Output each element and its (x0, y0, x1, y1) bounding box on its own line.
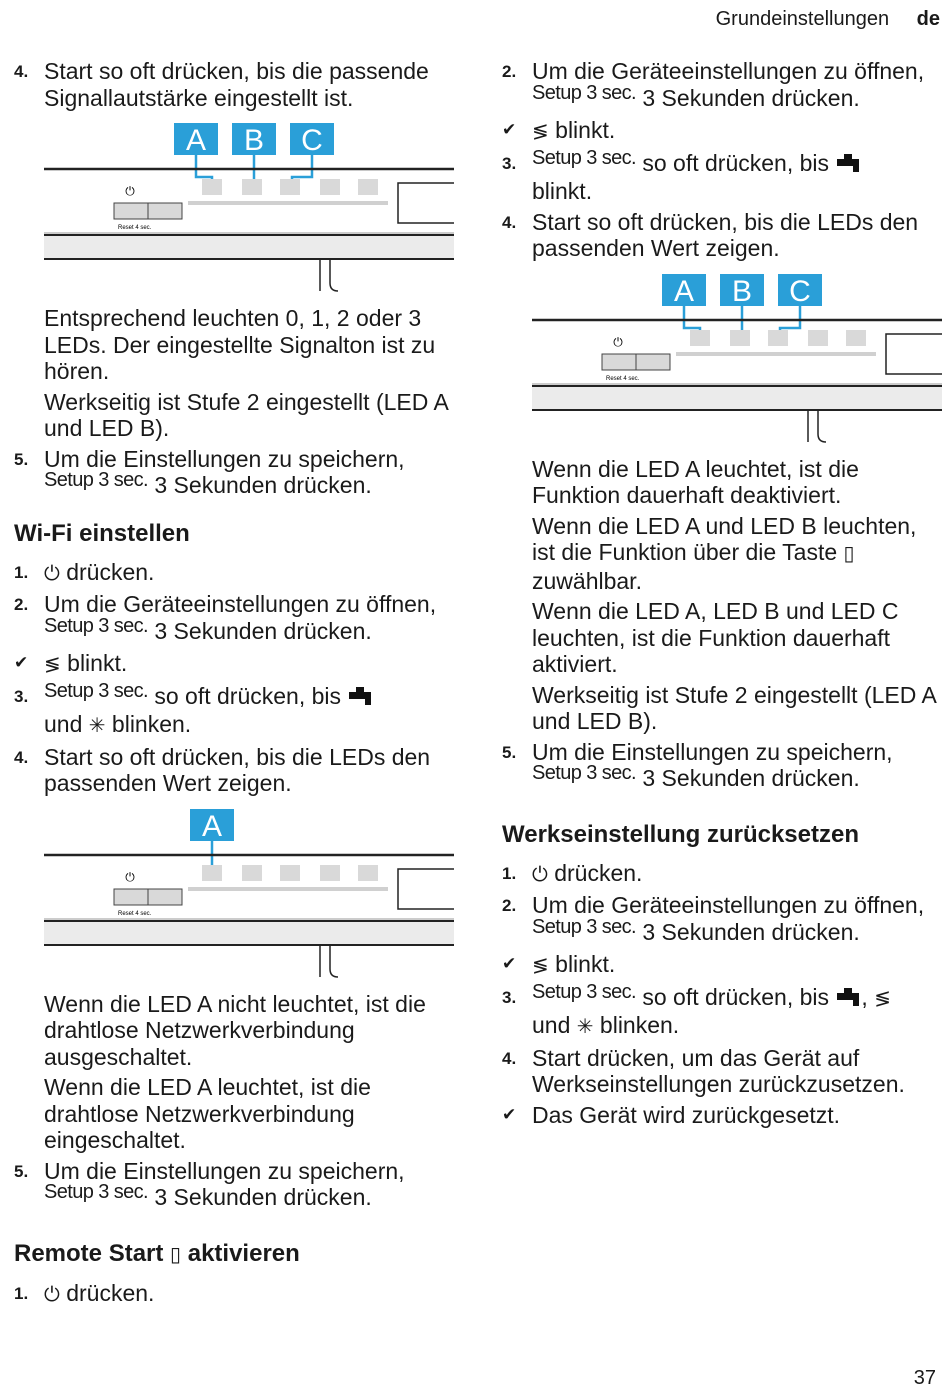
reset-step-2 (502, 892, 942, 947)
wifi-icon: ≶ (532, 955, 549, 977)
check-icon: ✔ (502, 1104, 517, 1124)
tap-icon (347, 686, 373, 706)
wifi-step-2 (14, 591, 459, 646)
setup-key: Setup 3 sec. (532, 762, 636, 784)
step-text: Das Gerät wird zurückgesetzt. (532, 1101, 841, 1128)
control-panel-diagram-a (42, 805, 454, 985)
step-text: so oft drücken, bis die passende Signallautstärke eingestellt ist. (44, 58, 429, 111)
step-number: 5. (14, 449, 29, 469)
remote-step-4 (502, 209, 942, 262)
label-a (190, 809, 234, 843)
step-number: 5. (502, 742, 517, 762)
remote-step-5 (502, 739, 942, 794)
remote-result (502, 117, 942, 146)
label-c (778, 274, 822, 308)
step-number: 3. (502, 987, 517, 1007)
step-text: Um die Geräteeinstellungen zu öffnen, (44, 591, 437, 617)
label-a (174, 123, 218, 157)
step-text: so oft drücken, bis die LEDs den passenden Wert zeigen. (532, 208, 919, 261)
wifi-step-3 (14, 679, 459, 740)
step-number: 4. (14, 62, 29, 81)
setup-key: Setup 3 sec. (532, 980, 636, 1003)
page-header (716, 8, 940, 31)
step-number: 3. (502, 153, 517, 173)
light-icon: ✳ (576, 1016, 594, 1038)
power-icon: ⏻ (125, 184, 135, 198)
step-text: Um die Einstellungen zu speichern, (44, 1157, 405, 1184)
led-abc-paragraph: Wenn die LED A, LED B und LED C leuchten, ist die Funktion dauerhaft aktiviert. (532, 598, 899, 677)
svg-text:A: A (185, 124, 207, 157)
step-number: 4. (502, 212, 517, 232)
label-a (662, 274, 706, 308)
wifi-step-5 (14, 1158, 459, 1213)
right-column (502, 58, 942, 1132)
step-4-volume (14, 58, 459, 111)
step-text: Um die Einstellungen zu speichern, (532, 738, 893, 765)
wifi-step-4 (14, 744, 459, 797)
heading-text: Remote Start (14, 1239, 171, 1267)
factory-reset-heading: Werkseinstellung zurücksetzen (502, 820, 859, 848)
tap-icon (835, 153, 861, 173)
reset-step-1 (502, 860, 942, 889)
label-b (720, 274, 764, 308)
leds-paragraph: Entsprechend leuchten 0, 1, 2 oder 3 LEDs. Der eingestellte Signalton ist zu hören. (44, 305, 436, 384)
step-text: 3 Sekunden drücken. (635, 765, 860, 791)
step-text: , (861, 983, 875, 1010)
step-text: drücken. (59, 1279, 155, 1306)
svg-text:C: C (789, 274, 811, 308)
svg-text:Reset 4 sec.: Reset 4 sec. (606, 375, 640, 382)
start-key: Start (44, 743, 93, 770)
step-text: so oft drücken, bis die LEDs den passenden Wert zeigen. (44, 743, 431, 796)
step-text: drücken. (547, 859, 643, 886)
tap-icon (835, 987, 861, 1007)
led-a-paragraph: Wenn die LED A leuchtet, ist die Funktion dauerhaft deaktiviert. (532, 455, 859, 508)
step-text: blinken. (593, 1012, 680, 1038)
wifi-icon: ≶ (532, 121, 549, 143)
step-text: 3 Sekunden drücken. (147, 617, 372, 644)
step-text: 3 Sekunden drücken. (147, 472, 372, 498)
check-icon: ✔ (14, 653, 29, 672)
svg-text:A: A (201, 809, 223, 843)
remote-step-1 (14, 1280, 459, 1309)
step-5-save (14, 446, 459, 501)
step-number: 1. (14, 562, 29, 582)
setup-key: Setup 3 sec. (532, 915, 636, 938)
check-icon: ✔ (502, 120, 517, 139)
factory-default-paragraph: Werkseitig ist Stufe 2 eingestellt (LED A und LED B). (44, 388, 448, 441)
setup-key: Setup 3 sec. (532, 146, 636, 169)
heading-text: aktivieren (181, 1239, 300, 1267)
step-text: so oft drücken, bis (635, 149, 836, 176)
step-number: 3. (14, 686, 29, 706)
remote-step-3 (502, 146, 942, 205)
step-text: Um die Geräteeinstellungen zu öffnen, (532, 892, 925, 918)
control-panel-diagram-abc (530, 270, 942, 450)
wifi-result (14, 650, 459, 679)
para-text: Wenn die LED A und LED B leuchten, ist die Funktion über die Taste (532, 512, 917, 565)
wifi-icon: ≶ (44, 654, 61, 676)
start-key: Start (532, 1044, 581, 1071)
step-number: 2. (14, 595, 29, 614)
step-text: 3 Sekunden drücken. (635, 918, 860, 945)
section-title: Grundeinstellungen (715, 8, 890, 30)
step-number: 4. (502, 1048, 517, 1068)
setup-key: Setup 3 sec. (44, 679, 148, 702)
svg-text:B: B (243, 124, 265, 157)
setup-key: Setup 3 sec. (44, 469, 148, 491)
start-key: Start (532, 208, 581, 235)
wifi-off-paragraph: Wenn die LED A nicht leuchtet, ist die drahtlose Netzwerkverbindung ausgeschaltet. (44, 990, 426, 1070)
label-b (232, 123, 276, 157)
left-column (14, 58, 459, 1312)
setup-key: Setup 3 sec. (44, 614, 148, 637)
setup-key: Setup 3 sec. (532, 81, 636, 104)
step-text: so oft drücken, bis (147, 682, 348, 709)
power-icon: ⏻ (125, 869, 135, 884)
para-text: zuwählbar. (532, 567, 642, 594)
remote-step-2 (502, 58, 942, 113)
step-text: 3 Sekunden drücken. (635, 84, 860, 111)
step-text: und (532, 1012, 577, 1038)
reset-step-3 (502, 980, 942, 1041)
step-text: blinken. (105, 711, 192, 737)
step-text: blinkt. (60, 650, 128, 676)
step-number: 4. (14, 747, 29, 767)
wifi-icon: ≶ (874, 987, 891, 1010)
start-key: Start (44, 58, 93, 84)
wifi-step-1 (14, 559, 459, 588)
control-panel-diagram-abc (42, 119, 454, 299)
setup-key: Setup 3 sec. (44, 1181, 148, 1203)
svg-text:C: C (301, 124, 323, 157)
reset-step-4 (502, 1045, 942, 1098)
language-code: de (916, 8, 940, 30)
step-text: blinkt. (548, 117, 616, 143)
step-number: 5. (14, 1161, 29, 1181)
wifi-heading: Wi-Fi einstellen (14, 519, 190, 547)
step-text: und (44, 711, 89, 737)
page-number: 37 (913, 1367, 936, 1389)
power-icon: ⏻ (44, 1283, 60, 1306)
step-text: Um die Geräteeinstellungen zu öffnen, (532, 58, 925, 84)
remote-start-heading (14, 1239, 459, 1270)
power-icon: ⏻ (44, 562, 60, 585)
svg-text:Reset 4 sec.: Reset 4 sec. (118, 910, 152, 917)
factory-default-paragraph: Werkseitig ist Stufe 2 eingestellt (LED A und LED B). (532, 681, 936, 734)
step-number: 2. (502, 62, 517, 81)
reset-result (502, 1102, 942, 1129)
wifi-on-paragraph: Wenn die LED A leuchtet, ist die drahtlose Netzwerkverbindung eingeschaltet. (44, 1074, 371, 1153)
check-icon: ✔ (502, 954, 517, 973)
label-c (290, 123, 334, 157)
remote-start-icon: ▯ (843, 543, 855, 565)
svg-text:B: B (731, 274, 753, 308)
step-text: so oft drücken, bis (635, 983, 836, 1010)
step-text: drücken, um das Gerät auf Werkseinstellungen zurückzusetzen. (532, 1044, 905, 1097)
step-number: 1. (14, 1283, 29, 1303)
step-number: 2. (502, 896, 517, 915)
power-icon: ⏻ (613, 334, 623, 349)
step-number: 1. (502, 863, 517, 883)
step-text: blinkt. (532, 178, 593, 204)
power-icon: ⏻ (532, 863, 548, 886)
step-text: blinkt. (548, 951, 616, 977)
reset-result-wifi (502, 951, 942, 980)
step-text: Um die Einstellungen zu speichern, (44, 445, 405, 472)
step-text: 3 Sekunden drücken. (147, 1184, 372, 1210)
svg-text:A: A (673, 274, 695, 308)
remote-start-icon: ▯ (170, 1243, 182, 1266)
step-text: drücken. (59, 558, 155, 585)
led-ab-paragraph (502, 513, 942, 595)
svg-text:Reset 4 sec.: Reset 4 sec. (118, 225, 152, 231)
light-icon: ✳ (88, 715, 106, 737)
